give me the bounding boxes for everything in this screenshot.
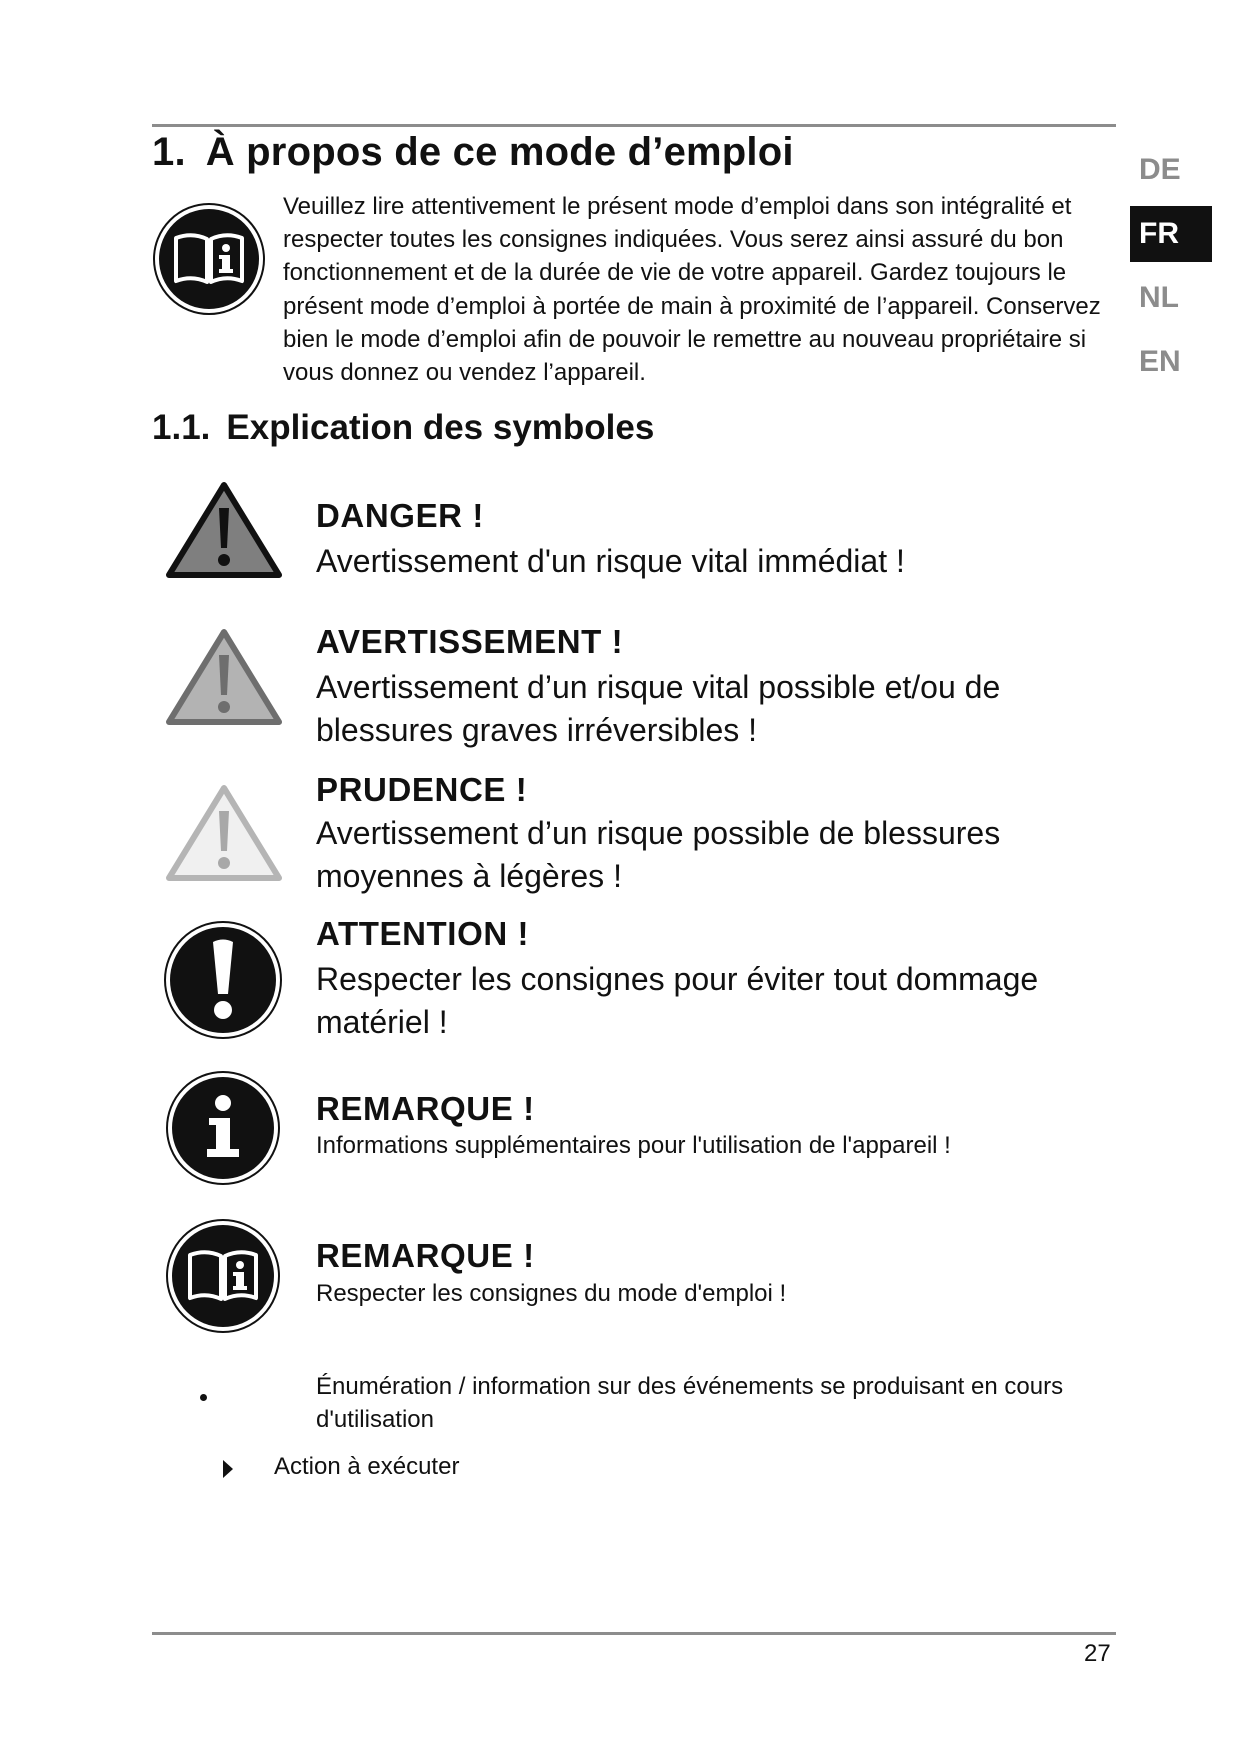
action-description: Action à exécuter — [274, 1453, 460, 1480]
bottom-rule — [152, 1632, 1116, 1635]
top-rule — [152, 124, 1116, 127]
section-number: 1. — [152, 130, 186, 174]
symbol-desc-attention: Respecter les consignes pour éviter tout dommage matériel ! — [316, 961, 1039, 1040]
intro-paragraph: Veuillez lire attentivement le présent mode d’emploi dans son intégralité et respecter toutes les consignes indiquées. Vous serez ainsi assuré du bon fonctionnement et de la durée de vie de votre appareil. Gardez toujours le présent mode d’emploi à portée de main à proximité de l’appareil. Conservez bien le mode d’emploi afin de pouvoir le remettre au nouveau propriétaire si vous donnez ou vendez l’appareil. — [283, 193, 1101, 387]
manual-book-icon — [165, 1218, 281, 1334]
symbol-title-caution: PRUDENCE ! — [316, 771, 528, 808]
triangle-arrow-icon — [222, 1459, 234, 1484]
symbol-desc-note: Informations supplémentaires pour l'utilisation de l'appareil ! — [316, 1132, 951, 1159]
lang-tab-nl[interactable]: NL — [1139, 281, 1179, 314]
subsection-number: 1.1. — [152, 408, 211, 447]
lang-tab-en[interactable]: EN — [1139, 345, 1181, 378]
bullet-description: Énumération / information sur des événements se produisant en cours d'utilisation — [316, 1373, 1064, 1433]
subsection-label: Explication des symboles — [226, 408, 655, 447]
symbol-desc-caution: Avertissement d’un risque possible de blessures moyennes à légères ! — [316, 815, 1001, 894]
subsection-title — [152, 408, 654, 448]
exclamation-circle-icon — [163, 920, 283, 1040]
lang-tab-fr[interactable]: FR — [1130, 206, 1212, 262]
symbol-title-attention: ATTENTION ! — [316, 915, 530, 952]
manual-book-icon — [152, 202, 266, 316]
warning-triangle-icon — [164, 627, 284, 727]
danger-triangle-icon — [164, 480, 284, 580]
page-number: 27 — [1084, 1640, 1111, 1667]
symbol-desc-warning: Avertissement d’un risque vital possible et/ou de blessures graves irréversibles ! — [316, 669, 1001, 748]
symbol-desc-danger: Avertissement d'un risque vital immédiat ! — [316, 543, 905, 579]
page-title — [152, 130, 794, 175]
symbol-title-manual: REMARQUE ! — [316, 1237, 535, 1274]
caution-triangle-icon — [164, 783, 284, 883]
bullet-dot-icon — [200, 1394, 207, 1401]
section-title: À propos de ce mode d’emploi — [205, 130, 794, 174]
language-tabs — [1130, 142, 1212, 398]
lang-tab-de[interactable]: DE — [1139, 153, 1181, 186]
symbol-title-warning: AVERTISSEMENT ! — [316, 623, 624, 660]
symbol-title-note: REMARQUE ! — [316, 1090, 535, 1127]
info-circle-icon — [165, 1070, 281, 1186]
symbol-title-danger: DANGER ! — [316, 497, 484, 534]
symbol-desc-manual: Respecter les consignes du mode d'emploi ! — [316, 1280, 787, 1307]
